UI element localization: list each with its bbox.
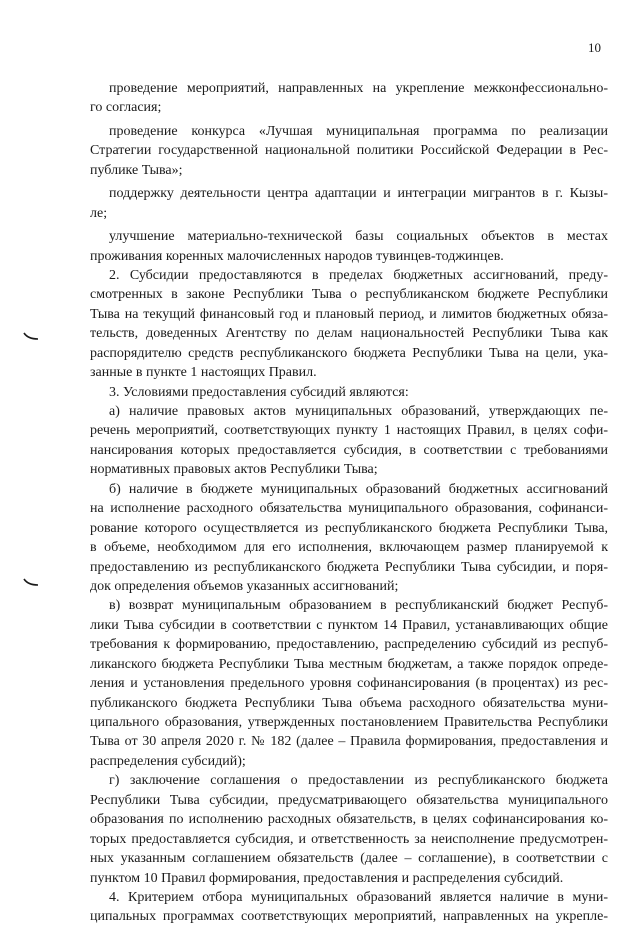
text-line: публиканского бюджета Республики Тыва объема расходного обязательства муни- <box>90 695 608 711</box>
text-line: улучшение материально-технической базы социальных объектов в местах <box>109 229 608 245</box>
text-line: рование которого осуществляется из республиканского бюджета Республики Тыва, <box>90 520 608 536</box>
text-line: речень мероприятий, соответствующих пункту 1 настоящих Правил, в целях софи- <box>90 423 608 439</box>
text-line: ления и установления предельного уровня софинансирования (в процентах) из рес- <box>90 676 608 692</box>
text-line: Стратегии государственной национальной политики Российской Федерации в Рес- <box>90 143 608 159</box>
text-line: 3. Условиями предоставления субсидий являются: <box>109 384 409 400</box>
text-line: ликанского бюджета Республики Тыва местным бюджетам, а также порядок опреде- <box>90 656 608 672</box>
text-line: нормативных правовых актов Республики Тыва; <box>90 462 378 478</box>
text-line: ципального образования, утвержденных постановлением Правительства Республики <box>90 715 608 730</box>
text-line: Тыва от 30 апреля 2020 г. № 182 (далее – Правила формирования, предоставления и <box>90 734 608 750</box>
margin-tick-mark <box>22 576 40 588</box>
text-line: ципальных программах соответствующих мероприятий, направленных на укрепле- <box>90 909 608 925</box>
text-line: Республики Тыва субсидии, предусматривающего обязательства муниципального <box>90 792 608 808</box>
text-line: предоставлению из республиканского бюджета Республики Тыва субсидии, и поря- <box>90 559 608 575</box>
text-line: нансирования которых предоставляется субсидия, в соответствии с требованиями <box>90 442 608 458</box>
text-line: 4. Критерием отбора муниципальных образований является наличие в муни- <box>109 889 608 905</box>
text-line: док определения объемов указанных ассигнований; <box>90 578 399 594</box>
text-line: распределения субсидий); <box>90 753 246 769</box>
text-line: б) наличие в бюджете муниципальных образований бюджетных ассигнований <box>109 481 608 497</box>
margin-tick-mark <box>22 330 40 342</box>
text-line: проведение мероприятий, направленных на укрепление межконфессионально- <box>109 81 608 96</box>
text-line: проведение конкурса «Лучшая муниципальная программа по реализации <box>109 123 608 139</box>
text-line: в) возврат муниципальным образованием в республиканский бюджет Респуб- <box>109 598 608 614</box>
text-line: торых предоставляется субсидия, и ответственность за неисполнение предусмотрен- <box>90 831 608 847</box>
text-line: в объеме, необходимом для его исполнения, включающем размер планируемой к <box>90 540 608 556</box>
text-line: г) заключение соглашения о предоставлении из республиканского бюджета <box>109 773 608 789</box>
text-line: проживания коренных малочисленных народов тувинцев-тоджинцев. <box>90 248 504 264</box>
text-line: на исполнение расходного обязательства муниципального образования, софинанси- <box>90 501 608 517</box>
text-line: занные в пункте 1 настоящих Правил. <box>90 365 317 381</box>
text-line: 2. Субсидии предоставляются в пределах бюджетных ассигнований, преду- <box>109 267 608 283</box>
text-line: ных указанным соглашением обязательств (далее – соглашение), в соответствии с <box>90 851 608 867</box>
text-line: смотренных в законе Республики Тыва о республиканском бюджете Республики <box>90 287 608 303</box>
text-line: тельств, доведенных Агентству по делам национальностей Республики Тыва как <box>90 326 608 342</box>
text-line: а) наличие правовых актов муниципальных образований, утверждающих пе- <box>109 404 608 419</box>
text-line: пунктом 10 Правил формирования, предоставления и распределения субсидий. <box>90 870 564 886</box>
text-line: требования к формированию, предоставлению, распределению субсидий из респуб- <box>90 637 608 653</box>
text-line: Тыва на текущий финансовый год и плановый период, и лимитов бюджетных обяза- <box>90 306 608 322</box>
text-line: го согласия; <box>90 100 162 116</box>
page-number: 10 <box>588 40 601 55</box>
text-line: публике Тыва»; <box>90 162 183 178</box>
text-line: поддержку деятельности центра адаптации и интеграции мигрантов в г. Кызы- <box>109 186 608 202</box>
text-line: ле; <box>90 205 108 221</box>
document-body <box>90 79 608 927</box>
text-line: лики Тыва субсидии в соответствии с пунктом 14 Правил, устанавливающих общие <box>90 617 608 633</box>
text-line: образования по исполнению расходных обязательств, в целях софинансирования ко- <box>90 812 608 828</box>
text-line: распорядителю средств республиканского бюджета Республики Тыва на цели, ука- <box>90 345 608 361</box>
